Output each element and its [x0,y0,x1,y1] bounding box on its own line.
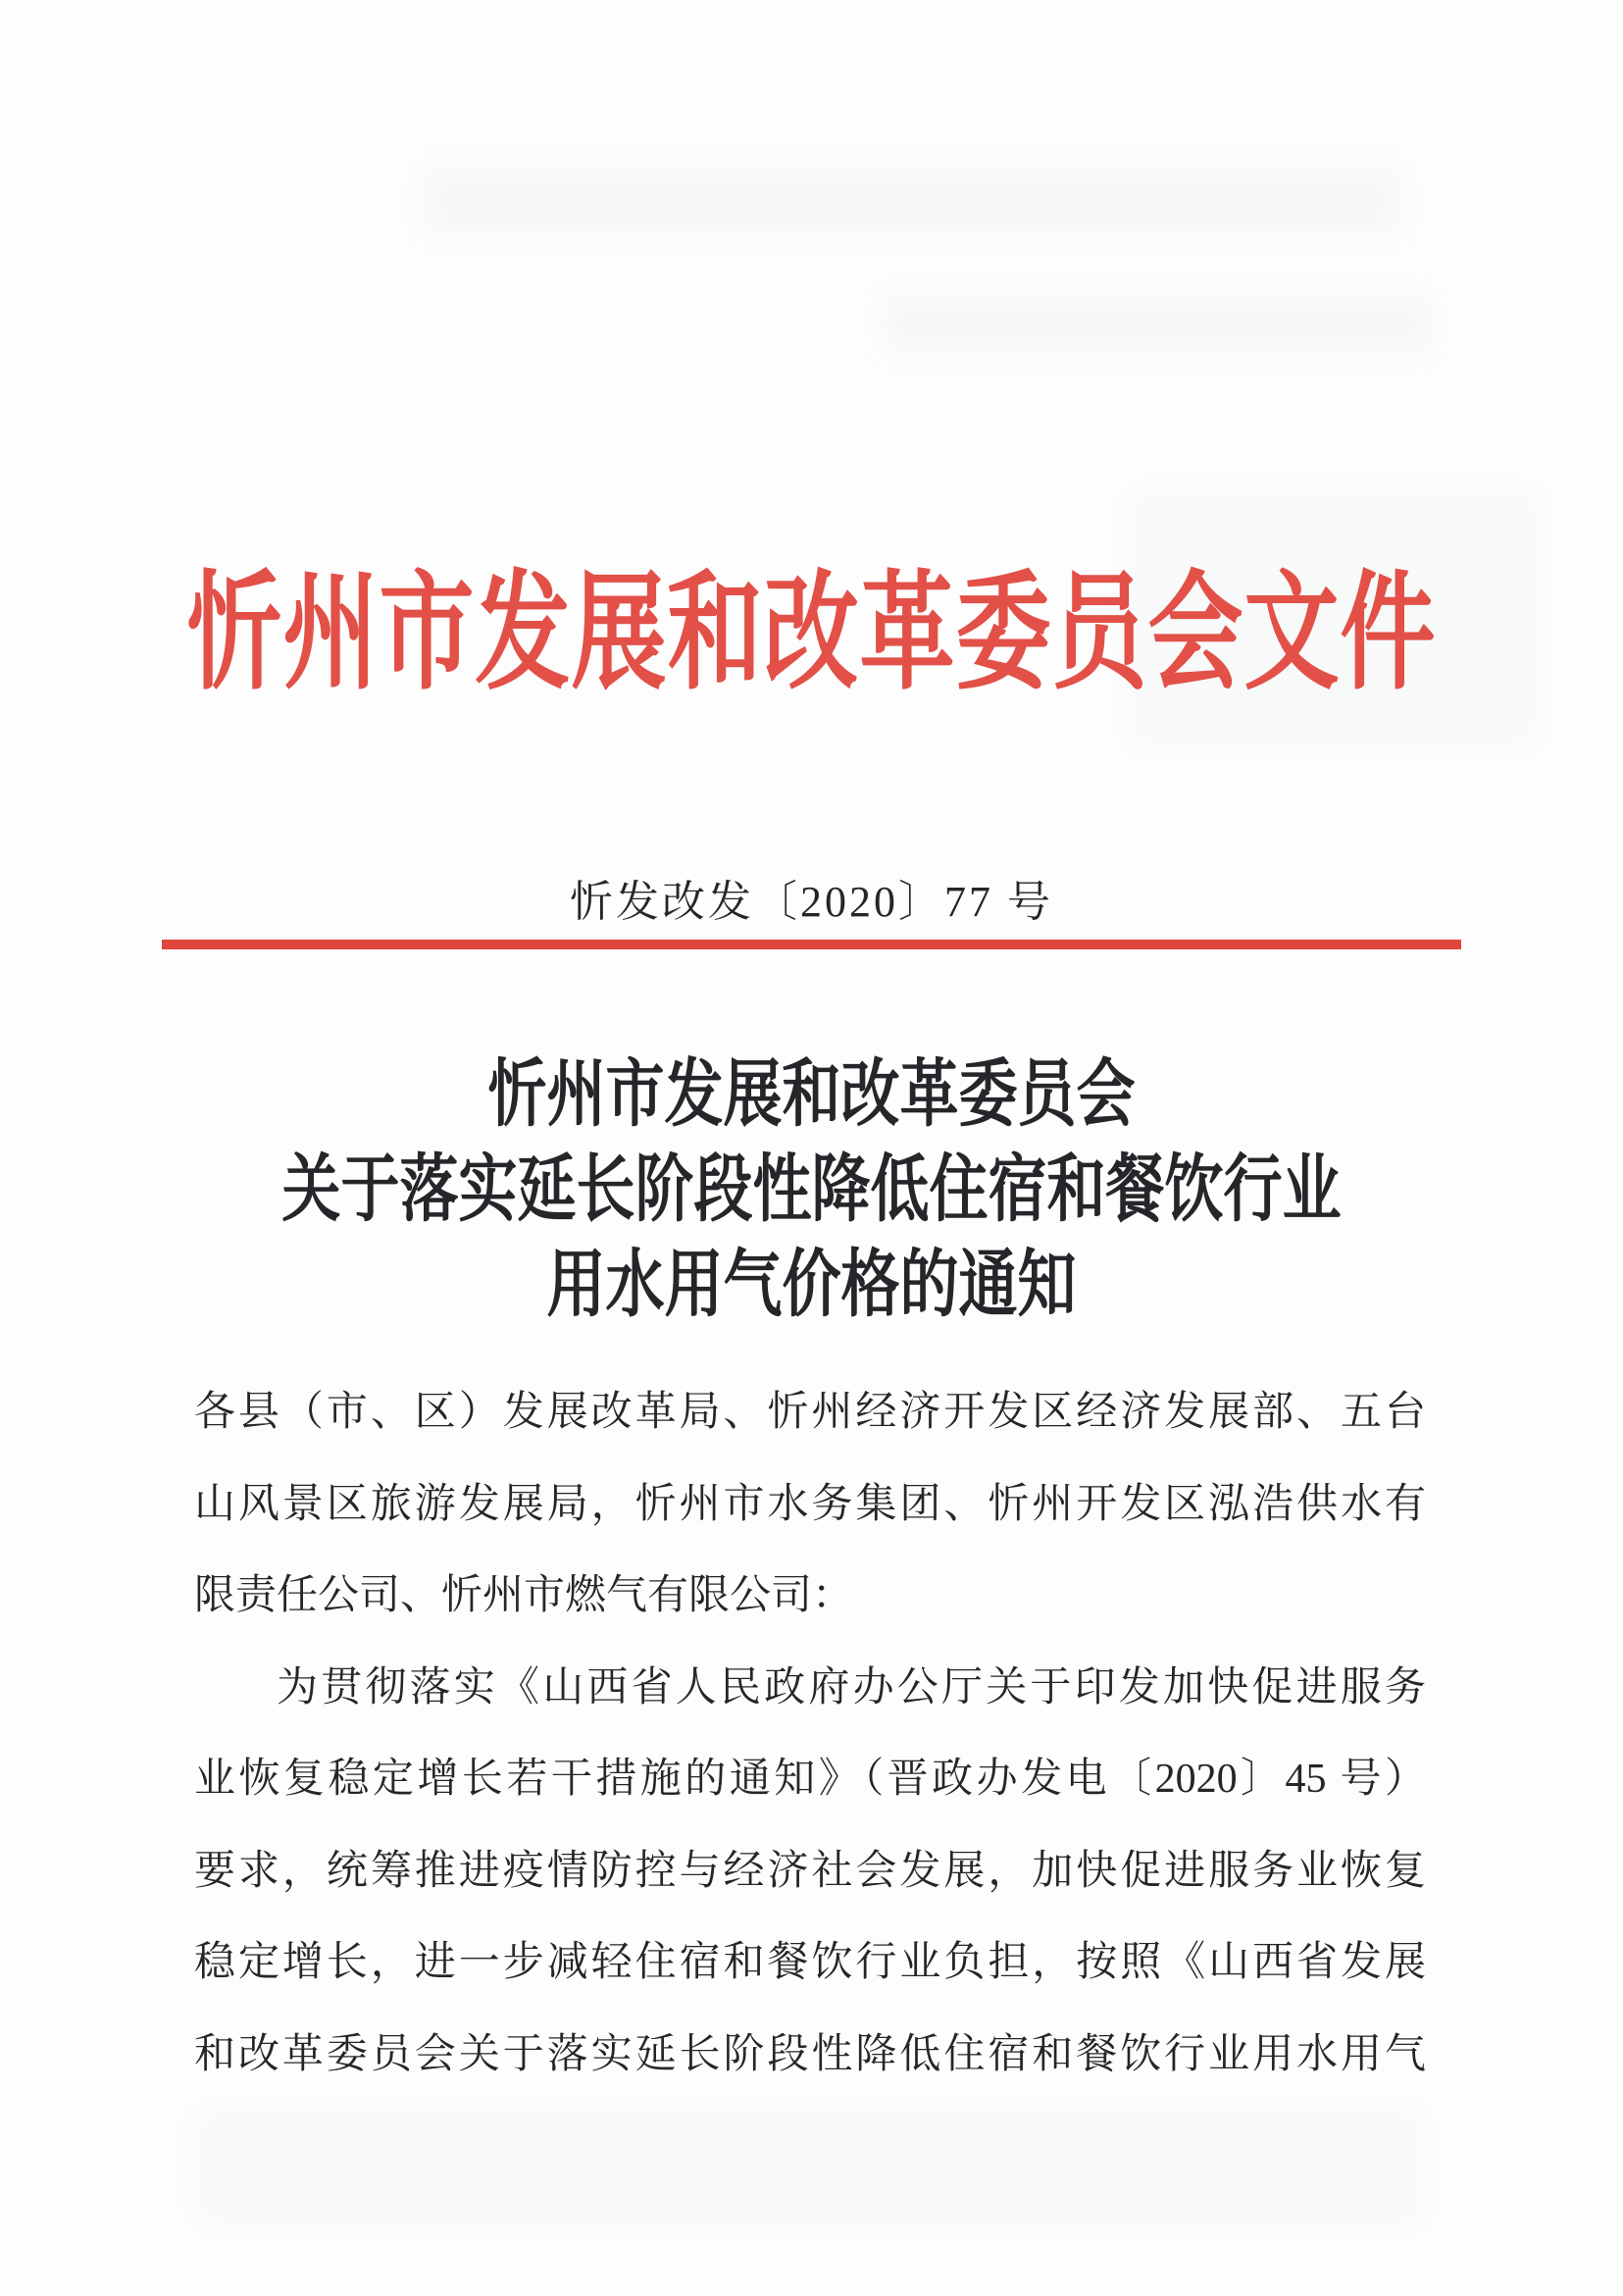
document-title-line: 用水用气价格的通知 [546,1244,1077,1326]
scan-bleed-artifact [883,294,1432,353]
scan-bleed-artifact [422,167,1402,235]
red-header-title: 忻州市发展和改革委员会文件 [186,563,1437,705]
document-title-line: 关于落实延长阶段性降低住宿和餐饮行业 [281,1148,1342,1231]
body-line: 各县（市、区）发展改革局、忻州经济开发区经济发展部、五台 [194,1390,1426,1435]
scan-bleed-artifact [196,2109,1422,2226]
document-title [0,1047,1623,1333]
body-line: 限责任公司、忻州市燃气有限公司： [194,1573,854,1618]
red-separator-line [162,940,1461,949]
body-line: 要求，统筹推进疫情防控与经济社会发展，加快促进服务业恢复 [194,1848,1426,1894]
body-line: 业恢复稳定增长若干措施的通知》（晋政办发电〔2020〕45 号） [194,1757,1426,1802]
document-title-line: 忻州市发展和改革委员会 [487,1053,1136,1136]
body-line: 和改革委员会关于落实延长阶段性降低住宿和餐饮行业用水用气 [194,2031,1426,2077]
body-line: 山风景区旅游发展局，忻州市水务集团、忻州开发区泓浩供水有 [194,1481,1426,1527]
body-line: 稳定增长，进一步减轻住宿和餐饮行业负担，按照《山西省发展 [194,1940,1426,1985]
document-body [194,1367,1426,2101]
doc-number: 忻发改发〔2020〕77 号 [570,878,1053,926]
body-line: 为贯彻落实《山西省人民政府办公厅关于印发加快促进服务 [277,1664,1426,1710]
